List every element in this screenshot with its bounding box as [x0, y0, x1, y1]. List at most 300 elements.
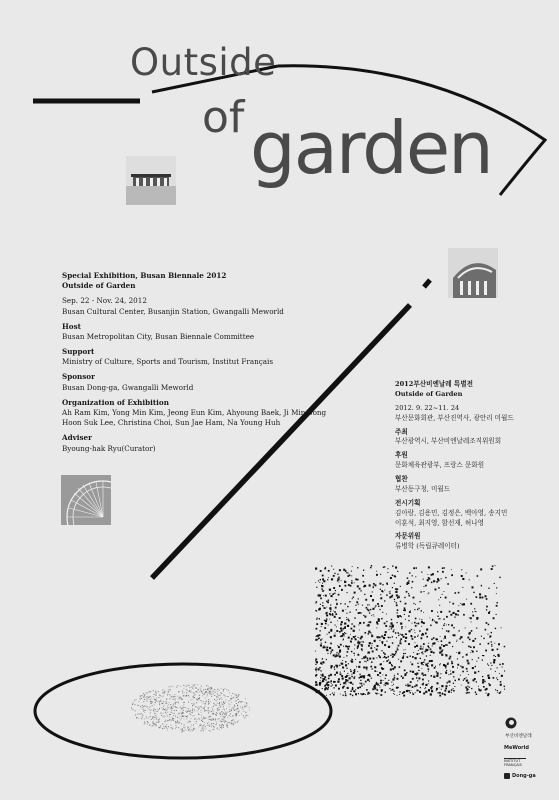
halftone-dot [502, 667, 503, 668]
noise-speck [192, 709, 193, 710]
noise-speck [183, 710, 184, 711]
halftone-dot [425, 585, 427, 587]
halftone-dot [364, 661, 365, 662]
noise-speck [173, 720, 174, 721]
noise-speck [189, 711, 190, 712]
noise-speck [171, 712, 172, 713]
noise-speck [192, 699, 193, 700]
halftone-dot [345, 645, 347, 647]
halftone-dot [346, 572, 347, 573]
halftone-dot [460, 666, 461, 667]
noise-speck [169, 698, 170, 699]
halftone-dot [321, 585, 322, 586]
halftone-dot [446, 616, 448, 618]
noise-speck [200, 690, 201, 691]
halftone-dot [372, 668, 373, 669]
noise-speck [201, 724, 202, 725]
halftone-dot [347, 625, 349, 627]
noise-speck [232, 697, 233, 698]
halftone-dot [454, 686, 455, 687]
halftone-dot [495, 565, 496, 566]
noise-speck [235, 722, 236, 723]
halftone-dot [373, 583, 375, 585]
halftone-dot [357, 579, 359, 581]
noise-speck [143, 709, 144, 710]
halftone-dot [414, 636, 416, 638]
halftone-dot [358, 604, 359, 605]
halftone-dot [363, 667, 365, 669]
noise-speck [215, 714, 216, 715]
noise-speck [154, 713, 155, 714]
noise-speck [167, 712, 168, 713]
halftone-dot [343, 639, 344, 640]
halftone-dot [351, 676, 353, 678]
halftone-dot [495, 656, 496, 657]
halftone-dot [441, 654, 443, 656]
halftone-dot [368, 624, 370, 626]
noise-speck [214, 699, 215, 700]
noise-speck [187, 685, 188, 686]
halftone-dot [338, 678, 340, 680]
halftone-dot [368, 674, 370, 676]
halftone-dot [472, 667, 474, 669]
halftone-dot [363, 693, 365, 695]
dong-ga-mark-icon [504, 773, 510, 779]
halftone-dot [347, 592, 348, 593]
halftone-dot [361, 683, 363, 685]
halftone-dot [494, 583, 495, 584]
halftone-dot [358, 598, 359, 599]
noise-speck [203, 725, 204, 726]
halftone-dot [441, 685, 443, 687]
halftone-dot [497, 679, 498, 680]
halftone-dot [461, 575, 463, 577]
halftone-dot [460, 675, 461, 676]
halftone-dot [482, 679, 484, 681]
noise-speck [231, 723, 232, 724]
halftone-dot [382, 584, 383, 585]
halftone-dot [380, 676, 381, 677]
noise-speck [202, 692, 203, 693]
noise-speck [183, 685, 184, 686]
halftone-dot [428, 593, 429, 594]
noise-speck [171, 707, 172, 708]
noise-speck [160, 701, 161, 702]
halftone-dot [477, 575, 479, 577]
halftone-dot [321, 662, 322, 663]
halftone-dot [392, 685, 393, 686]
noise-speck [170, 725, 171, 726]
halftone-dot [404, 597, 405, 598]
halftone-dot [396, 588, 398, 590]
halftone-dot [424, 586, 425, 587]
halftone-dot [383, 668, 384, 669]
halftone-dot [386, 660, 388, 662]
halftone-dot [476, 611, 477, 612]
noise-speck [155, 717, 156, 718]
halftone-dot [337, 655, 338, 656]
noise-speck [199, 707, 200, 708]
noise-speck [191, 703, 192, 704]
noise-speck [197, 711, 198, 712]
halftone-dot [394, 676, 395, 677]
noise-speck [149, 709, 150, 710]
halftone-dot [341, 675, 343, 677]
halftone-dot [466, 677, 467, 678]
halftone-dot [490, 635, 492, 637]
noise-speck [204, 722, 205, 723]
halftone-dot [466, 692, 467, 693]
halftone-dot [419, 608, 420, 609]
noise-speck [223, 727, 224, 728]
noise-speck [225, 713, 226, 714]
noise-speck [132, 709, 133, 710]
halftone-dot [428, 577, 430, 579]
halftone-dot [352, 695, 353, 696]
kr-venues: 부산문화회관, 부산진역사, 광안리 미월드 [395, 413, 514, 422]
halftone-dot [431, 664, 433, 666]
halftone-dot [353, 597, 354, 598]
noise-speck [197, 692, 198, 693]
noise-speck [226, 708, 227, 709]
halftone-dot [354, 592, 356, 594]
halftone-dot [397, 615, 399, 617]
halftone-dot [318, 594, 320, 596]
halftone-dot [449, 611, 451, 613]
noise-speck [226, 725, 227, 726]
halftone-dot [462, 578, 464, 580]
halftone-dot [488, 643, 490, 645]
halftone-dot [351, 641, 352, 642]
halftone-dot [378, 618, 380, 620]
noise-speck [150, 699, 151, 700]
halftone-dot [488, 624, 490, 626]
noise-speck [165, 726, 166, 727]
halftone-dot [327, 601, 329, 603]
noise-speck [183, 695, 184, 696]
halftone-dot [329, 593, 330, 594]
organization-label: Organization of Exhibition [62, 397, 169, 407]
halftone-dot [445, 597, 447, 599]
halftone-dot [327, 579, 328, 580]
halftone-dot [374, 640, 376, 642]
noise-speck [193, 716, 194, 717]
halftone-dot [353, 672, 355, 674]
halftone-dot [385, 674, 387, 676]
halftone-dot [363, 570, 364, 571]
halftone-dot [491, 645, 492, 646]
noise-speck [147, 696, 148, 697]
halftone-dot [421, 619, 422, 620]
noise-speck [173, 718, 174, 719]
noise-speck [209, 710, 210, 711]
halftone-dot [407, 656, 409, 658]
halftone-dot [431, 610, 433, 612]
halftone-dot [499, 664, 501, 666]
halftone-dot [325, 679, 326, 680]
halftone-dot [342, 678, 344, 680]
halftone-dot [371, 615, 372, 616]
halftone-dot [450, 673, 451, 674]
noise-speck [146, 700, 147, 701]
halftone-dot [345, 691, 346, 692]
halftone-dot [355, 659, 356, 660]
halftone-dot [391, 628, 392, 629]
halftone-dot [334, 616, 336, 618]
halftone-dot [345, 603, 346, 604]
halftone-dot [400, 601, 401, 602]
halftone-dot [381, 689, 383, 691]
halftone-dot [321, 643, 322, 644]
noise-speck [170, 719, 171, 720]
noise-speck [197, 707, 198, 708]
halftone-dot [419, 619, 420, 620]
noise-speck [224, 718, 225, 719]
halftone-dot [441, 644, 442, 645]
halftone-dot [414, 609, 415, 610]
halftone-dot [387, 572, 388, 573]
halftone-dot [420, 648, 422, 650]
halftone-dot [389, 646, 390, 647]
noise-speck [175, 700, 176, 701]
halftone-dot [394, 601, 395, 602]
halftone-dot [348, 584, 350, 586]
noise-speck [164, 717, 165, 718]
noise-speck [142, 709, 143, 710]
halftone-dot [442, 567, 444, 569]
noise-speck [224, 695, 225, 696]
halftone-dot [362, 641, 363, 642]
halftone-dot [339, 617, 341, 619]
noise-speck [137, 705, 138, 706]
noise-speck [163, 716, 164, 717]
noise-speck [198, 726, 199, 727]
noise-speck [144, 699, 145, 700]
title-outside: Outside [130, 41, 277, 84]
noise-speck [183, 727, 184, 728]
halftone-dot [325, 595, 327, 597]
halftone-dot [315, 675, 316, 676]
halftone-dot [473, 679, 475, 681]
noise-speck [213, 729, 214, 730]
halftone-dot [353, 626, 355, 628]
halftone-dot [497, 667, 498, 668]
noise-speck [161, 707, 162, 708]
halftone-dot [322, 664, 323, 665]
halftone-dot [389, 688, 390, 689]
noise-speck [224, 688, 225, 689]
halftone-dot [370, 666, 372, 668]
halftone-dot [431, 582, 433, 584]
noise-speck [149, 725, 150, 726]
noise-speck [219, 707, 220, 708]
halftone-dot [470, 617, 472, 619]
halftone-dot [342, 687, 344, 689]
halftone-dot [336, 672, 338, 674]
halftone-dot [391, 682, 392, 683]
halftone-dot [365, 667, 367, 669]
halftone-dot [438, 692, 439, 693]
noise-speck [173, 686, 174, 687]
noise-speck [153, 709, 154, 710]
noise-speck [225, 702, 226, 703]
noise-speck [189, 691, 190, 692]
halftone-dot [393, 684, 394, 685]
halftone-dot [350, 694, 352, 696]
halftone-dot [465, 687, 467, 689]
halftone-dot [410, 692, 411, 693]
noise-speck [168, 726, 169, 727]
halftone-dot [392, 656, 394, 658]
halftone-dot [408, 593, 409, 594]
halftone-dot [331, 614, 332, 615]
halftone-dot [397, 609, 399, 611]
noise-speck [203, 689, 204, 690]
halftone-dot [496, 614, 497, 615]
noise-speck [193, 698, 194, 699]
halftone-dot [315, 658, 317, 660]
halftone-dot [481, 585, 482, 586]
halftone-dot [439, 695, 441, 697]
halftone-dot [423, 692, 425, 694]
noise-speck [201, 715, 202, 716]
noise-speck [218, 697, 219, 698]
noise-speck [138, 705, 139, 706]
halftone-dot [365, 694, 366, 695]
halftone-dot [436, 690, 437, 691]
noise-speck [225, 696, 226, 697]
halftone-dot [462, 666, 464, 668]
halftone-dot [367, 658, 369, 660]
halftone-dot [440, 677, 441, 678]
halftone-dot [445, 672, 447, 674]
noise-speck [191, 712, 192, 713]
halftone-dot [331, 578, 333, 580]
halftone-dot [371, 645, 372, 646]
noise-speck [191, 725, 192, 726]
halftone-dot [427, 663, 428, 664]
halftone-dot [400, 623, 402, 625]
halftone-dot [488, 588, 489, 589]
noise-speck [234, 721, 235, 722]
halftone-dot [348, 620, 350, 622]
halftone-dot [445, 644, 447, 646]
noise-speck [158, 719, 159, 720]
halftone-dot [397, 649, 399, 651]
halftone-dot [429, 690, 430, 691]
halftone-dot [337, 574, 338, 575]
noise-speck [217, 713, 218, 714]
halftone-dot [441, 640, 443, 642]
noise-speck [232, 693, 233, 694]
noise-speck [175, 703, 176, 704]
noise-speck [147, 721, 148, 722]
noise-speck [197, 719, 198, 720]
halftone-dot [354, 582, 355, 583]
halftone-dot [317, 618, 318, 619]
halftone-dot [416, 673, 418, 675]
noise-speck [220, 727, 221, 728]
halftone-dot [347, 680, 349, 682]
halftone-dot [444, 694, 446, 696]
noise-speck [208, 703, 209, 704]
halftone-dot [471, 630, 473, 632]
noise-speck [151, 719, 152, 720]
noise-speck [236, 695, 237, 696]
halftone-dot [324, 620, 325, 621]
noise-speck [209, 688, 210, 689]
halftone-dot [355, 693, 357, 695]
halftone-dot [354, 649, 355, 650]
halftone-dot [430, 651, 432, 653]
halftone-dot [403, 691, 405, 693]
halftone-dot [421, 637, 423, 639]
noise-speck [214, 695, 215, 696]
halftone-dot [315, 603, 316, 604]
noise-speck [200, 688, 201, 689]
noise-speck [193, 725, 194, 726]
halftone-dot [380, 664, 382, 666]
noise-speck [159, 719, 160, 720]
noise-speck [163, 713, 164, 714]
halftone-dot [471, 688, 472, 689]
halftone-dot [359, 630, 360, 631]
noise-speck [203, 727, 204, 728]
halftone-dot [386, 621, 387, 622]
halftone-dot [394, 666, 396, 668]
noise-speck [208, 701, 209, 702]
halftone-dot [482, 681, 484, 683]
noise-speck [161, 712, 162, 713]
halftone-dot [379, 685, 380, 686]
halftone-dot [316, 684, 317, 685]
halftone-dot [405, 649, 406, 650]
halftone-dot [441, 578, 442, 579]
halftone-dot [447, 663, 449, 665]
noise-speck [192, 712, 193, 713]
halftone-dot [339, 586, 341, 588]
noise-speck [233, 723, 234, 724]
noise-speck [167, 716, 168, 717]
halftone-dot [357, 645, 359, 647]
noise-speck [164, 709, 165, 710]
halftone-dot [405, 627, 406, 628]
halftone-dot [491, 644, 492, 645]
halftone-dot [457, 658, 458, 659]
halftone-dot [381, 635, 383, 637]
halftone-dot [418, 650, 419, 651]
noise-speck [198, 709, 199, 710]
halftone-dot [380, 594, 381, 595]
noise-speck [243, 711, 244, 712]
halftone-dot [359, 661, 361, 663]
halftone-dot [323, 595, 324, 596]
halftone-dot [320, 579, 321, 580]
halftone-dot [379, 656, 381, 658]
noise-speck [136, 699, 137, 700]
halftone-dot [488, 677, 490, 679]
halftone-dot [452, 666, 454, 668]
halftone-dot [332, 693, 333, 694]
noise-speck [206, 718, 207, 719]
halftone-dot [418, 677, 420, 679]
halftone-dot [363, 657, 365, 659]
halftone-dot [324, 688, 326, 690]
noise-speck [232, 720, 233, 721]
halftone-dot [440, 597, 441, 598]
halftone-dot [428, 643, 429, 644]
halftone-dot [345, 661, 347, 663]
